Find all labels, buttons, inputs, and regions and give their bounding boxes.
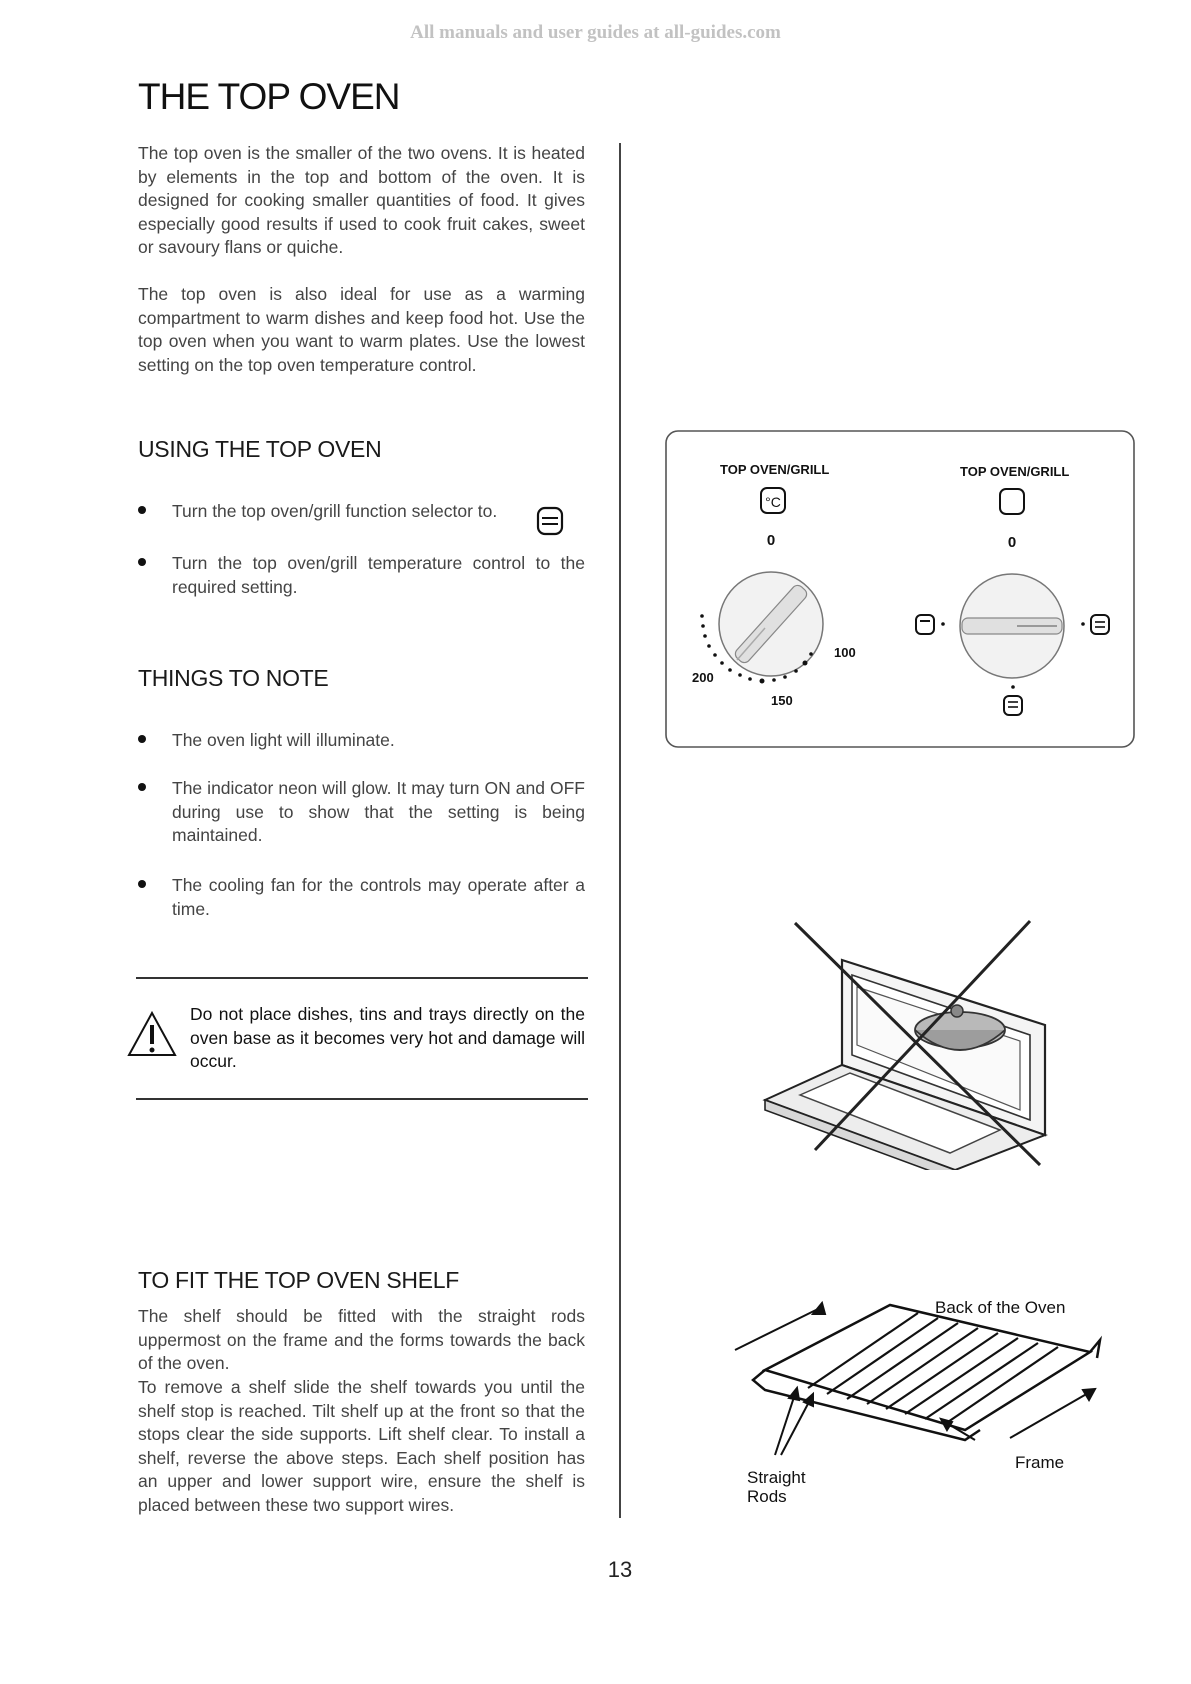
list-item-text: Turn the top oven/grill temperature control to the required setting.: [172, 553, 585, 597]
warning-text: Do not place dishes, tins and trays directly on the oven base as it becomes very hot and damage will occur.: [190, 1004, 585, 1071]
intro-paragraph-2: The top oven is also ideal for use as a warming compartment to warm dishes and keep food hot. Use the top oven when you want to warm plates. Use the lowest setting on the top oven temperature control.: [138, 284, 585, 375]
warning-triangle-icon: [126, 1010, 178, 1058]
back-of-oven-label: Back of the Oven: [935, 1298, 1066, 1317]
bullet-icon: [138, 735, 146, 743]
direction-arrows: [735, 1303, 1095, 1455]
list-item-text: The oven light will illuminate.: [172, 730, 395, 750]
grill-function-icon: [536, 506, 564, 536]
control-panel-diagram: [665, 430, 1136, 750]
right-zero-label: 0: [1007, 534, 1017, 551]
temp-label-200: 200: [692, 670, 714, 685]
straight-rods-label-line2: Rods: [747, 1487, 787, 1506]
page-number: 13: [607, 1557, 633, 1582]
warning-top-divider: [136, 977, 588, 979]
frame-label: Frame: [1015, 1453, 1065, 1472]
list-item-text: The cooling fan for the controls may operate after a time.: [172, 875, 585, 919]
left-zero-label: 0: [766, 532, 776, 549]
temp-label-150: 150: [771, 693, 793, 708]
temp-label-100: 100: [834, 645, 856, 660]
bullet-icon: [138, 783, 146, 791]
temperature-dial: [719, 572, 823, 676]
notes-heading: THINGS TO NOTE: [138, 665, 329, 691]
warning-bottom-divider: [136, 1098, 588, 1100]
shelf-heading: TO FIT THE TOP OVEN SHELF: [138, 1267, 459, 1293]
right-dial-label: TOP OVEN/GRILL: [960, 464, 1070, 479]
left-dial-label: TOP OVEN/GRILL: [720, 462, 830, 477]
using-heading: USING THE TOP OVEN: [138, 436, 382, 462]
function-selector-dial: [960, 574, 1064, 678]
shelf-illustration: [725, 1290, 1120, 1510]
list-item-text: Turn the top oven/grill function selector to.: [172, 501, 498, 521]
straight-rods-label-line1: Straight: [747, 1468, 806, 1487]
oven-base-warning-illustration: [755, 915, 1065, 1170]
bullet-icon: [138, 558, 146, 566]
watermark: All manuals and user guides at all-guides.com: [410, 22, 781, 43]
list-item-text: The indicator neon will glow. It may turn ON and OFF during use to show that the setting is being maintained.: [172, 778, 585, 845]
bullet-icon: [138, 880, 146, 888]
intro-paragraph-1: The top oven is the smaller of the two ovens. It is heated by elements in the top and bottom of the oven. It is designed for cooking smaller quantities of food. It gives especially good results if used to cook fruit cakes, sweet or savoury flans or quiche.: [138, 143, 585, 257]
page-title: THE TOP OVEN: [138, 76, 400, 117]
shelf-paragraph-2: To remove a shelf slide the shelf towards you until the shelf stop is reached. Tilt shelf up at the front so that the stops clear the side supports. Lift shelf clear. To install a shelf, reverse the above steps. Each shelf position has an upper and lower support wire, ensure the shelf is placed between these two support wires.: [138, 1377, 585, 1515]
column-divider: [619, 143, 621, 1518]
shelf-paragraph-1: The shelf should be fitted with the straight rods uppermost on the frame and the forms towards the back of the oven.: [138, 1306, 585, 1373]
bullet-icon: [138, 506, 146, 514]
svg-text:°C: °C: [765, 494, 781, 510]
